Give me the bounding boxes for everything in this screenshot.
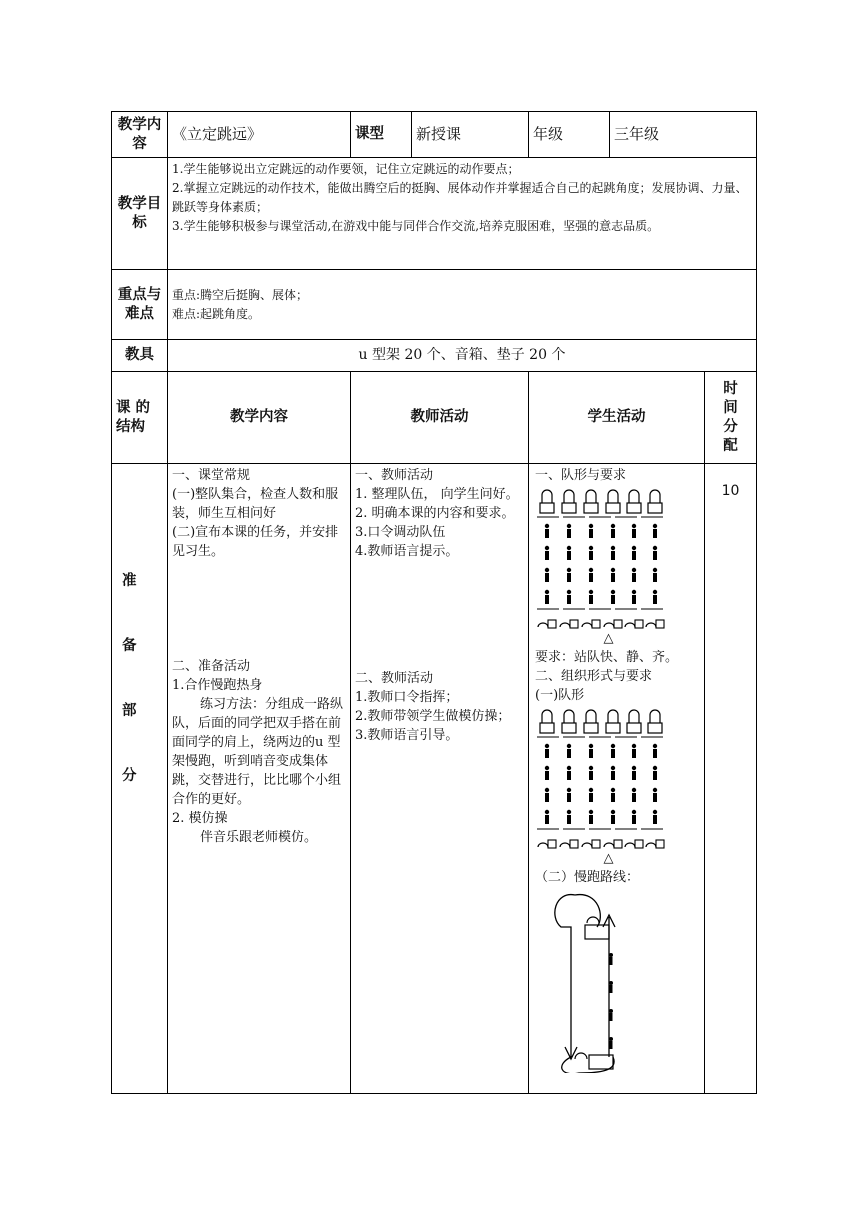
objective-item: 2.掌握立定跳远的动作技术，能做出腾空后的挺胸、展体动作并掌握适合自己的起跳角度；发展协调、力量、跳跃等身体素质； bbox=[172, 181, 748, 214]
objective-item: 3.学生能够积极参与课堂活动,在游戏中能与同伴合作交流,培养克服困难，坚强的意志品质。 bbox=[172, 219, 660, 233]
label-lesson-type: 课型 bbox=[351, 112, 412, 158]
label-keypoints: 重点与难点 bbox=[112, 270, 168, 340]
teacher-position-icon: △ bbox=[603, 631, 614, 646]
label-teaching-content: 教学内容 bbox=[112, 112, 168, 158]
prep-teacher bbox=[351, 464, 529, 1094]
student-formation-label: (一)队形 bbox=[535, 688, 585, 703]
prep-part-label bbox=[112, 464, 168, 1094]
label-objectives: 教学目标 bbox=[112, 158, 168, 270]
prep-label-char: 准 bbox=[122, 573, 137, 589]
teacher-item: 4.教师语言提示。 bbox=[355, 544, 459, 559]
content-title-warmup: 二、准备活动 bbox=[172, 659, 251, 674]
formation-diagram bbox=[535, 485, 695, 635]
content-item: 2. 模仿操 bbox=[172, 811, 228, 826]
key-point: 重点:腾空后挺胸、展体； bbox=[172, 287, 309, 302]
header-time: 时间分配 bbox=[705, 372, 757, 464]
prep-content bbox=[168, 464, 351, 1094]
teacher-item: 2.教师带领学生做模仿操； bbox=[355, 709, 511, 724]
teacher-position-icon: △ bbox=[603, 851, 614, 866]
header-student: 学生活动 bbox=[529, 372, 705, 464]
teacher-title: 二、教师活动 bbox=[355, 671, 434, 686]
content-item: 伴音乐跟老师模仿。 bbox=[200, 830, 318, 845]
teacher-item: 2. 明确本课的内容和要求。 bbox=[355, 506, 515, 521]
lesson-plan-table bbox=[111, 111, 757, 1094]
header-content: 教学内容 bbox=[168, 372, 351, 464]
content-item: (二)宣布本课的任务，并安排见习生。 bbox=[172, 525, 339, 559]
course-title: 《立定跳远》 bbox=[168, 112, 351, 158]
teacher-item: 1.教师口令指挥； bbox=[355, 690, 459, 705]
prep-label-char: 分 bbox=[122, 768, 137, 784]
teacher-item: 3.教师语言引导。 bbox=[355, 728, 459, 743]
label-equipment: 教具 bbox=[112, 340, 168, 372]
prep-label-char: 备 bbox=[122, 638, 137, 654]
content-item: 1.合作慢跑热身 bbox=[172, 678, 263, 693]
student-requirement: 要求：站队快、静、齐。 bbox=[535, 650, 679, 665]
teacher-item: 3.口令调动队伍 bbox=[355, 525, 446, 540]
objective-item: 1.学生能够说出立定跳远的动作要领，记住立定跳远的动作要点； bbox=[172, 162, 520, 176]
prep-student bbox=[529, 464, 705, 1094]
content-item: 练习方法：分组成一路纵队，后面的同学把双手搭在前面同学的肩上，绕两边的u 型架慢跑，听到哨音变成集体跳，交替进行，比比哪个小组合作的更好。 bbox=[172, 697, 344, 807]
formation-diagram bbox=[535, 705, 695, 855]
student-title: 一、队形与要求 bbox=[535, 468, 627, 483]
objectives-list bbox=[168, 158, 757, 270]
prep-time: 10 bbox=[705, 464, 757, 1094]
teacher-item: 1. 整理队伍， 向学生问好。 bbox=[355, 487, 519, 502]
lesson-type-value: 新授课 bbox=[412, 112, 529, 158]
label-grade: 年级 bbox=[529, 112, 610, 158]
grade-value: 三年级 bbox=[610, 112, 757, 158]
teacher-title: 一、教师活动 bbox=[355, 468, 434, 483]
prep-label-char: 部 bbox=[122, 703, 137, 719]
jog-route-diagram bbox=[535, 887, 625, 1073]
content-item: (一)整队集合，检查人数和服装，师生互相问好 bbox=[172, 487, 339, 521]
student-title: 二、组织形式与要求 bbox=[535, 669, 653, 684]
difficult-point: 难点:起跳角度。 bbox=[172, 306, 261, 321]
header-structure: 课 的结构 bbox=[112, 372, 168, 464]
route-label: （二）慢跑路线： bbox=[535, 870, 640, 885]
header-teacher: 教师活动 bbox=[351, 372, 529, 464]
keypoints-cell bbox=[168, 270, 757, 340]
equipment-value: u 型架 20 个、音箱、垫子 20 个 bbox=[168, 340, 757, 372]
content-title-routine: 一、课堂常规 bbox=[172, 468, 251, 483]
